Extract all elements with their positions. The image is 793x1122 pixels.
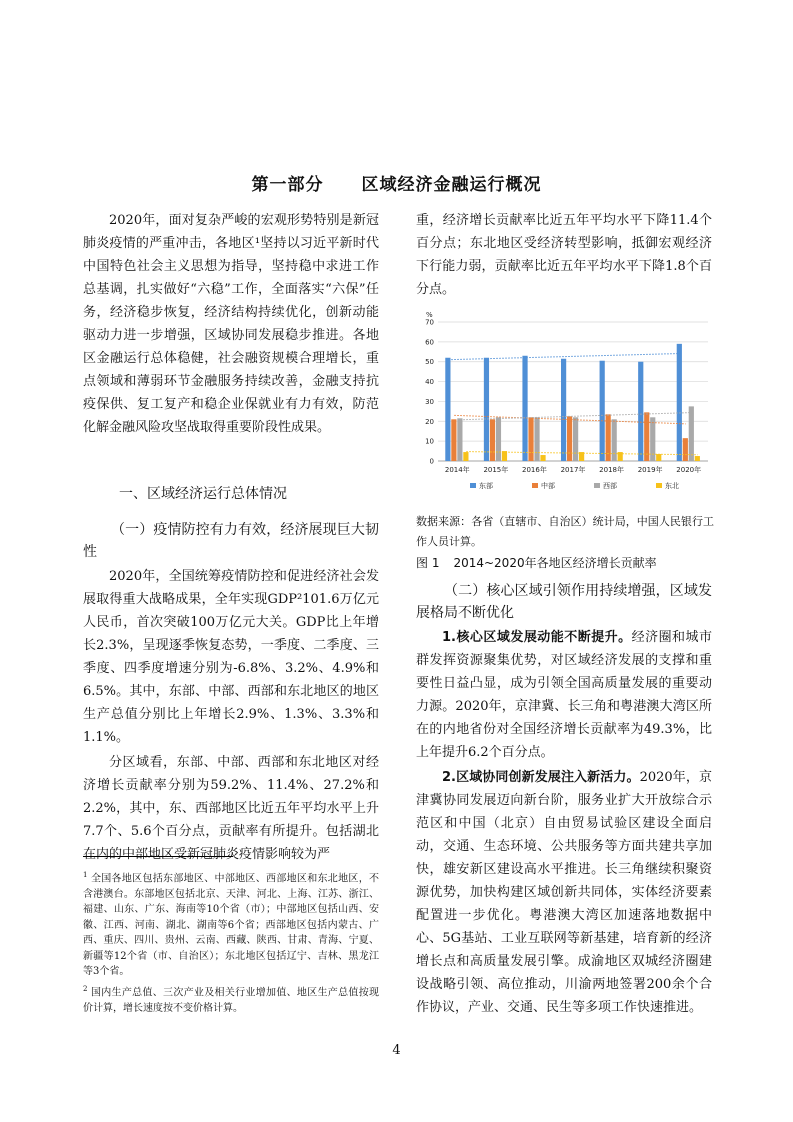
figure-caption (416, 554, 714, 571)
footnotes (83, 868, 379, 1018)
subsection-heading: （一）疫情防控有力有效，经济展现巨大韧性 (83, 522, 379, 560)
y-tick-label: 0 (429, 457, 434, 466)
gdp-paragraph: 2020年，全国统筹疫情防控和促进经济社会发展取得重大战略成果，全年实现GDP²101.6万亿元人民币，首次突破100万亿元大关。GDP比上年增长2.3%，呈现逐季恢复态势，一季度、二季度、三季度、四季度增速分别为-6.8%、3.2%、4.9%和6.5%。其中，东部、中部、西部和东北地区的地区生产总值分别比上年增长2.9%、1.3%、3.3%和1.1%。 (83, 569, 379, 745)
page-title (0, 170, 793, 195)
bar (451, 419, 456, 461)
footnote (83, 868, 379, 980)
core-region-paragraph (416, 626, 712, 764)
legend-swatch (532, 483, 538, 488)
bar (689, 406, 694, 461)
y-tick-label: 20 (425, 417, 434, 426)
continued-paragraph: 重，经济增长贡献率比近五年平均水平下降11.4个百分点；东北地区受经济转型影响，抵御宏观经济下行能力弱，贡献率比近五年平均水平下降1.8个百分点。 (416, 213, 712, 297)
footnote-divider (83, 856, 233, 857)
paragraph-body: 经济圈和城市群发挥资源聚集优势，对区域经济发展的支撑和重要性日益凸显，成为引领全国高质量发展的重要动力源。2020年，京津冀、长三角和粤港澳大湾区所在的内地省份对全国经济增长贡献率为49.3%，比上年提升6.2个百分点。 (416, 630, 712, 760)
paragraph-body: 2020年，京津冀协同发展迈向新台阶，服务业扩大开放综合示范区和中国（北京）自由贸易试验区建设全面启动，交通、生态环境、公共服务等方面共建共享加快，雄安新区建设高水平推进。长三角继续积聚资源优势，加快构建区域创新共同体，实体经济要素配置进一步优化。粤港澳大湾区加速落地数据中心、5G基站、工业互联网等新基建，培育新的经济增长点和高质量发展引擎。成渝地区双城经济圈建设战略引领、高位推动，川渝两地签署200余个合作协议，产业、交通、民生等多项工作快速推进。 (416, 770, 712, 1015)
bar (683, 438, 688, 461)
x-tick-label: 2014年 (444, 466, 470, 474)
y-tick-label: 50 (425, 358, 434, 367)
region-paragraph: 分区域看，东部、中部、西部和东北地区对经济增长贡献率分别为59.2%、11.4%、27.2%和2.2%，其中，东、西部地区比近五年平均水平上升7.7个、5.6个百分点，贡献率有所提升。包括湖北在内的中部地区受新冠肺炎疫情影响较为严 (83, 755, 379, 862)
part-title: 区域经济金融运行概况 (361, 175, 542, 195)
bar (561, 359, 566, 461)
x-tick-label: 2020年 (676, 466, 702, 474)
x-tick-label: 2019年 (637, 466, 663, 474)
y-unit: % (426, 311, 433, 319)
page-number: 4 (392, 1043, 401, 1058)
bar (695, 456, 700, 461)
bar (567, 416, 572, 461)
intro-paragraph: 2020年，面对复杂严峻的宏观形势特别是新冠肺炎疫情的严重冲击，各地区¹坚持以习近平新时代中国特色社会主义思想为指导，坚持稳中求进工作总基调，扎实做好“六稳”工作，全面落实“六保”任务，经济稳步恢复，经济结构持续优化，创新动能驱动力进一步增强，区域协同发展稳步推进。各地区金融运行总体稳健，社会融资规模合理增长，重点领域和薄弱环节金融服务持续改善，金融支持抗疫保供、复工复产和稳企业保就业有力有效，防范化解金融风险攻坚战取得重要阶段性成果。 (83, 213, 379, 435)
bar (600, 361, 605, 461)
legend-swatch (656, 483, 662, 488)
footnote-mark: 1 (83, 871, 88, 879)
y-tick-label: 60 (425, 338, 434, 347)
bar (677, 344, 682, 461)
data-source: 数据来源：各省（直辖市、自治区）统计局，中国人民银行工作人员计算。 (416, 515, 714, 548)
left-column (83, 209, 379, 868)
y-tick-label: 40 (425, 378, 434, 387)
right-column-lower (416, 580, 712, 1021)
bar (612, 419, 617, 461)
legend-swatch (470, 483, 476, 488)
bar (528, 417, 533, 461)
paragraph-lead: 2.区域协同创新发展注入新活力。 (442, 770, 640, 785)
x-tick-label: 2018年 (599, 466, 624, 474)
y-tick-label: 70 (425, 318, 434, 327)
bar (573, 417, 578, 461)
paragraph-lead: 1.核心区域发展动能不断提升。 (442, 630, 632, 645)
legend-label: 中部 (541, 482, 555, 490)
y-tick-label: 30 (425, 397, 434, 406)
contribution-chart (416, 308, 716, 498)
section-heading: 一、区域经济运行总体情况 (119, 486, 287, 502)
figure-number: 图 1 (416, 556, 440, 570)
subsection-heading: （二）核心区域引领作用持续增强，区域发展格局不断优化 (416, 583, 712, 621)
bar (540, 455, 545, 461)
bar (656, 454, 661, 461)
bar (445, 358, 450, 461)
bar (496, 417, 501, 461)
bar (534, 417, 539, 461)
bar (638, 362, 643, 461)
legend-label: 东部 (479, 482, 493, 490)
legend-swatch (594, 483, 600, 488)
part-label: 第一部分 (251, 175, 324, 195)
footnote (83, 982, 379, 1016)
legend-label: 东北 (665, 482, 679, 490)
bar (457, 418, 462, 461)
figure-title: 2014~2020年各地区经济增长贡献率 (453, 556, 657, 570)
x-tick-label: 2015年 (483, 466, 509, 474)
bar (490, 419, 495, 461)
legend-label: 西部 (603, 482, 617, 490)
right-column (416, 209, 712, 303)
bar (484, 358, 489, 461)
y-tick-label: 10 (425, 437, 434, 446)
bar (463, 452, 468, 461)
bar (522, 356, 527, 461)
footnote-mark: 2 (83, 984, 88, 993)
x-tick-label: 2017年 (560, 466, 586, 474)
footnote-text: 国内生产总值、三次产业及相关行业增加值、地区生产总值按现价计算，增长速度按不变价格计算。 (83, 987, 379, 1014)
footnote-text: 全国各地区包括东部地区、中部地区、西部地区和东北地区，不含港澳台。东部地区包括北京、天津、河北、上海、江苏、浙江、福建、山东、广东、海南等10个省（市）；中部地区包括山西、安徽、江西、河南、湖北、湖南等6个省；西部地区包括内蒙古、广西、重庆、四川、贵州、云南、西藏、陕西、甘肃、青海、宁夏、新疆等12个省（市、自治区）；东北地区包括辽宁、吉林、黑龙江等3个省。 (83, 873, 379, 978)
coordination-paragraph (416, 766, 712, 1019)
x-tick-label: 2016年 (522, 466, 547, 474)
